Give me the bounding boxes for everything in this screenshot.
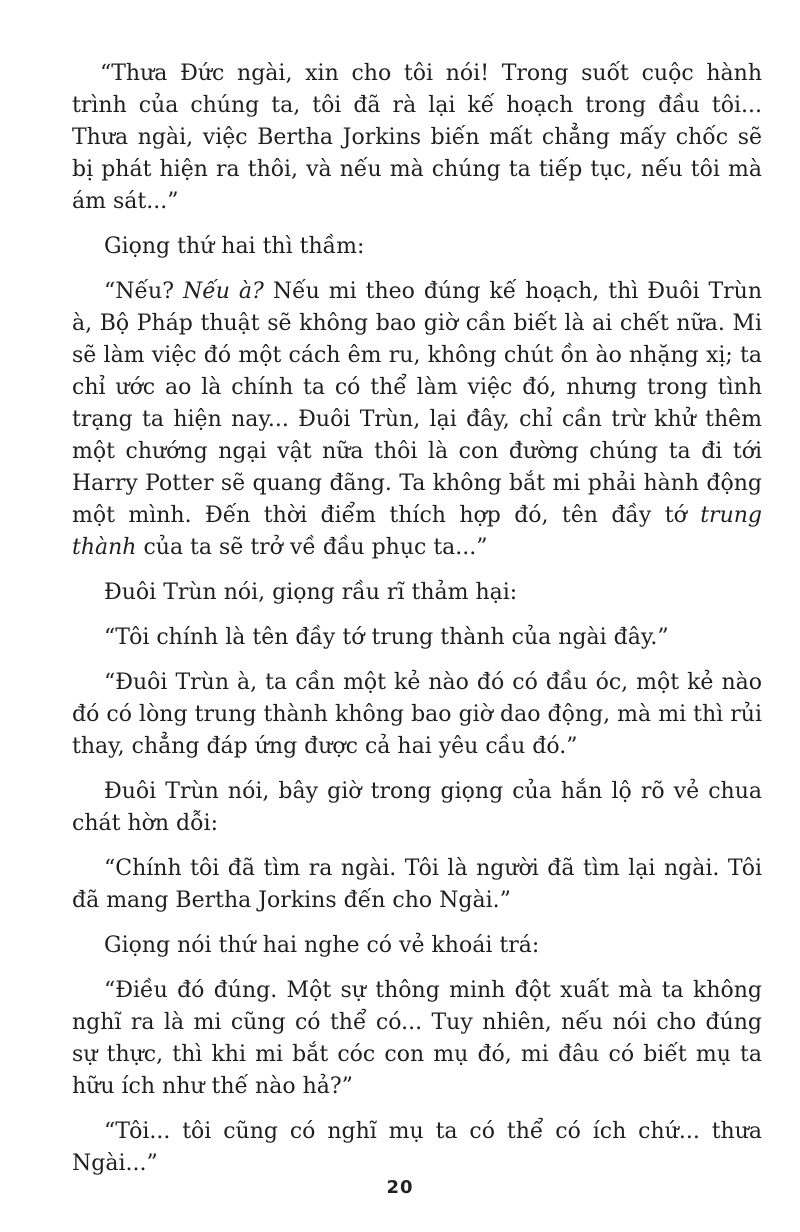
paragraph-9 <box>72 930 762 962</box>
page-number: 20 <box>386 1177 414 1198</box>
paragraph-6 <box>72 667 762 763</box>
paragraph-8 <box>72 853 762 917</box>
paragraph-7 <box>72 776 762 840</box>
page-body <box>72 58 762 1193</box>
paragraph-4 <box>72 577 762 609</box>
paragraph-1 <box>72 58 762 218</box>
text-run: Nếu mi theo đúng kế hoạch, thì Đuôi Trùn à, Bộ Pháp thuật sẽ không bao giờ cần biết là ai chết nữa. Mi sẽ làm việc đó một cách êm ru, không chút ồn ào nhặng xị; ta chỉ ước ao là chính ta có thể làm việc đó, nhưng trong tình trạng ta hiện nay... Đuôi Trùn, lại đây, chỉ cần trừ khử thêm một chướng ngại vật nữa thôi là con đường chúng ta đi tới Harry Potter sẽ quang đãng. Ta không bắt mi phải hành động một mình. Đến thời điểm thích hợp đó, tên đầy tớ <box>72 279 762 528</box>
italic-text-run: trung thành <box>72 503 762 560</box>
text-run: “Chính tôi đã tìm ra ngài. Tôi là người đã tìm lại ngài. Tôi đã mang Bertha Jorkins đến cho Ngài.” <box>72 856 762 913</box>
text-run: “Nếu? <box>104 279 183 304</box>
text-run: “Tôi... tôi cũng có nghĩ mụ ta có thể có ích chứ... thưa Ngài...” <box>72 1119 762 1176</box>
text-run: “Điều đó đúng. Một sự thông minh đột xuất mà ta không nghĩ ra là mi cũng có thể có... Tuy nhiên, nếu nói cho đúng sự thực, thì khi mi bắt cóc con mụ đó, mi đâu có biết mụ ta hữu ích như thế nào hả?” <box>72 978 762 1099</box>
text-run: Đuôi Trùn nói, bây giờ trong giọng của hắn lộ rõ vẻ chua chát hờn dỗi: <box>72 779 762 836</box>
text-run: Giọng nói thứ hai nghe có vẻ khoái trá: <box>104 933 540 958</box>
text-run: Giọng thứ hai thì thầm: <box>104 234 365 259</box>
text-run: “Đuôi Trùn à, ta cần một kẻ nào đó có đầu óc, một kẻ nào đó có lòng trung thành không bao giờ dao động, mà mi thì rủi thay, chẳng đáp ứng được cả hai yêu cầu đó.” <box>72 670 762 759</box>
text-run: “Thưa Đức ngài, xin cho tôi nói! Trong suốt cuộc hành trình của chúng ta, tôi đã rà lại kế hoạch trong đầu tôi... Thưa ngài, việc Bertha Jorkins biến mất chẳng mấy chốc sẽ bị phát hiện ra thôi, và nếu mà chúng ta tiếp tục, nếu tôi mà ám sát...” <box>72 61 762 214</box>
text-run: “Tôi chính là tên đầy tớ trung thành của ngài đây.” <box>104 625 669 650</box>
paragraph-2 <box>72 231 762 263</box>
italic-text-run: Nếu à? <box>182 279 264 304</box>
paragraph-11 <box>72 1116 762 1180</box>
paragraph-3 <box>72 276 762 564</box>
paragraph-10 <box>72 975 762 1103</box>
paragraph-5 <box>72 622 762 654</box>
text-run: Đuôi Trùn nói, giọng rầu rĩ thảm hại: <box>104 580 518 605</box>
text-run: của ta sẽ trở về đầu phục ta...” <box>136 535 488 560</box>
